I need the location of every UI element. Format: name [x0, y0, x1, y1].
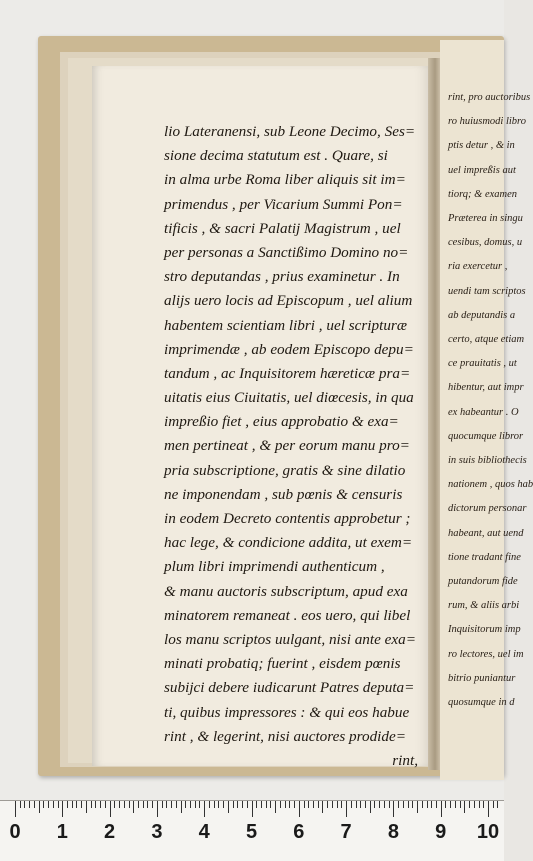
ruler-tick: [318, 801, 319, 808]
text-line: tificis , & sacri Palatij Magistrum , uel: [164, 219, 401, 237]
ruler-tick: [493, 801, 494, 808]
ruler-tick: [365, 801, 366, 808]
ruler-tick: [431, 801, 432, 808]
ruler-tick: [166, 801, 167, 808]
ruler-tick: [119, 801, 120, 808]
text-line: uitatis eius Ciuitatis, uel diœcesis, in qua: [164, 389, 414, 407]
ruler-tick: [29, 801, 30, 808]
measurement-ruler: [0, 800, 504, 861]
ruler-tick: [460, 801, 461, 808]
ruler-tick: [76, 801, 77, 808]
ruler-tick: [48, 801, 49, 808]
ruler-tick: [379, 801, 380, 808]
ruler-tick: [15, 801, 16, 817]
ruler-tick: [374, 801, 375, 808]
facing-text-line: tione tradant fine: [448, 551, 521, 563]
ruler-tick: [308, 801, 309, 808]
ruler-tick: [58, 801, 59, 808]
text-line: plum libri imprimendi authenticum ,: [164, 558, 385, 576]
ruler-tick: [450, 801, 451, 808]
ruler-tick: [275, 801, 276, 813]
ruler-label: 2: [104, 821, 116, 843]
ruler-tick: [427, 801, 428, 808]
ruler-tick: [185, 801, 186, 808]
ruler-label: 10: [476, 821, 500, 843]
text-line: habentem scientiam libri , uel scripturæ: [164, 316, 407, 334]
ruler-tick: [360, 801, 361, 808]
ruler-tick: [247, 801, 248, 808]
ruler-tick: [322, 801, 323, 813]
facing-text-line: putandorum fide: [448, 576, 518, 587]
ruler-tick: [398, 801, 399, 808]
ruler-tick: [214, 801, 215, 808]
text-line: los manu scriptos uulgant, nisi ante exa=: [164, 630, 416, 648]
ruler-tick: [204, 801, 205, 817]
ruler-label: 8: [387, 821, 399, 843]
facing-text-line: dictorum personar: [448, 503, 527, 515]
facing-text-line: nationem , quos hab: [448, 479, 533, 491]
ruler-tick: [464, 801, 465, 813]
ruler-tick: [445, 801, 446, 808]
ruler-tick: [218, 801, 219, 808]
ruler-label: 4: [198, 821, 210, 843]
ruler-tick: [162, 801, 163, 808]
facing-text-line: cesibus, domus, u: [448, 237, 523, 249]
ruler-tick: [270, 801, 271, 808]
ruler-tick: [455, 801, 456, 808]
ruler-tick: [497, 801, 498, 808]
text-line: in alma urbe Roma liber aliquis sit im=: [164, 171, 406, 189]
ruler-tick: [86, 801, 87, 813]
ruler-tick: [422, 801, 423, 808]
facing-text-line: Præterea in singu: [448, 213, 523, 224]
facing-text-line: ro huiusmodi libro: [448, 116, 526, 128]
ruler-tick: [228, 801, 229, 813]
text-line: in eodem Decreto contentis approbetur ;: [164, 510, 411, 527]
ruler-tick: [327, 801, 328, 808]
text-line: minatorem remaneat . eos uero, qui libel: [164, 606, 411, 624]
ruler-tick: [181, 801, 182, 813]
facing-text-line: certo, atque etiam: [448, 334, 525, 345]
ruler-label: 3: [151, 821, 163, 843]
ruler-tick: [147, 801, 148, 808]
ruler-tick: [384, 801, 385, 808]
facing-text-line: ria exercetur ,: [448, 261, 508, 273]
ruler-tick: [209, 801, 210, 808]
text-line: ne imponendam , sub pœnis & censuris: [164, 485, 403, 503]
ruler-tick: [237, 801, 238, 808]
ruler-tick: [313, 801, 314, 808]
ruler-tick: [261, 801, 262, 808]
ruler-tick: [43, 801, 44, 808]
facing-text-line: hibentur, aut impr: [448, 382, 524, 394]
facing-text-line: ro lectores, uel im: [448, 648, 524, 660]
ruler-tick: [114, 801, 115, 808]
ruler-tick: [242, 801, 243, 808]
ruler-tick: [223, 801, 224, 808]
ruler-tick: [351, 801, 352, 808]
ruler-label: 7: [340, 821, 352, 843]
ruler-tick: [176, 801, 177, 808]
ruler-label: 0: [9, 821, 21, 843]
ruler-tick: [412, 801, 413, 808]
ruler-tick: [34, 801, 35, 808]
ruler-tick: [408, 801, 409, 808]
ruler-tick: [417, 801, 418, 813]
text-line: pria subscriptione, gratis & sine dilatio: [164, 461, 406, 479]
ruler-tick: [479, 801, 480, 808]
ruler-tick: [252, 801, 253, 817]
ruler-tick: [67, 801, 68, 808]
text-line: stro deputandas , prius examinetur . In: [164, 268, 400, 286]
ruler-tick: [81, 801, 82, 808]
ruler-tick: [233, 801, 234, 808]
facing-text-line: bitrio puniantur: [448, 672, 516, 684]
ruler-tick: [72, 801, 73, 808]
ruler-tick: [337, 801, 338, 808]
catchword: rint,: [392, 751, 418, 769]
text-line: minati probatiq; fuerint , eisdem pœnis: [164, 655, 401, 673]
ruler-tick: [39, 801, 40, 813]
text-line: alijs uero locis ad Episcopum , uel alium: [164, 292, 413, 310]
text-line: subijci debere iudicarunt Patres deputa=: [164, 679, 415, 697]
ruler-tick: [91, 801, 92, 808]
text-line: ti, quibus impressores : & qui eos habue: [164, 703, 410, 721]
ruler-tick: [133, 801, 134, 813]
text-line: primendus , per Vicarium Summi Pon=: [164, 195, 403, 213]
ruler-tick: [285, 801, 286, 808]
ruler-tick: [256, 801, 257, 808]
facing-text-line: Inquisitorum imp: [448, 624, 521, 636]
ruler-tick: [124, 801, 125, 808]
ruler-tick: [62, 801, 63, 817]
ruler-tick: [157, 801, 158, 817]
ruler-tick: [199, 801, 200, 808]
facing-text-line: ab deputandis a: [448, 309, 516, 321]
ruler-tick: [389, 801, 390, 808]
text-line: per personas a Sanctißimo Domino no=: [164, 243, 409, 261]
facing-text-line: ptis detur , & in: [448, 140, 515, 152]
ruler-tick: [190, 801, 191, 808]
ruler-tick: [266, 801, 267, 808]
facing-text-line: quosumque in d: [448, 697, 515, 708]
text-line: lio Lateranensi, sub Leone Decimo, Ses=: [164, 123, 416, 140]
ruler-tick: [171, 801, 172, 808]
facing-text-line: uel impreßis aut: [448, 164, 516, 176]
ruler-tick: [195, 801, 196, 808]
ruler-tick: [143, 801, 144, 808]
ruler-tick: [110, 801, 111, 817]
ruler-tick: [129, 801, 130, 808]
text-line: rint , & legerint, nisi auctores prodide=: [164, 727, 406, 745]
text-line: imprimendæ , ab eodem Episcopo depu=: [164, 340, 414, 358]
ruler-tick: [356, 801, 357, 808]
ruler-tick: [294, 801, 295, 808]
ruler-tick: [289, 801, 290, 808]
text-line: men pertineat , & per eorum manu pro=: [164, 437, 410, 455]
text-line: tandum , ac Inquisitorem hæreticæ pra=: [164, 364, 411, 382]
ruler-tick: [105, 801, 106, 808]
ruler-tick: [469, 801, 470, 808]
ruler-tick: [332, 801, 333, 808]
ruler-tick: [483, 801, 484, 808]
facing-text-line: rint, pro auctoribus: [448, 92, 531, 103]
page-text-block: [164, 120, 434, 773]
ruler-label: 5: [245, 821, 258, 843]
ruler-label: 1: [56, 821, 68, 843]
facing-text-line: ce prauitatis , ut: [448, 358, 517, 370]
ruler-tick: [304, 801, 305, 808]
ruler-tick: [403, 801, 404, 808]
ruler-tick: [95, 801, 96, 808]
text-line: sione decima statutum est . Quare, si: [164, 147, 388, 165]
ruler-tick: [393, 801, 394, 817]
text-line: & manu auctoris subscriptum, apud exa: [164, 582, 408, 600]
ruler-tick: [441, 801, 442, 817]
ruler-tick: [24, 801, 25, 808]
facing-text-line: in suis bibliothecis: [448, 455, 527, 466]
facing-text-line: rum, & aliis arbi: [448, 600, 520, 612]
ruler-tick: [20, 801, 21, 808]
text-line: hac lege, & condicione addita, ut exem=: [164, 534, 413, 552]
ruler-tick: [436, 801, 437, 808]
ruler-label: 6: [293, 821, 305, 843]
ruler-tick: [346, 801, 347, 817]
ruler-tick: [53, 801, 54, 808]
ruler-tick: [370, 801, 371, 813]
ruler-tick: [488, 801, 489, 817]
ruler-tick: [299, 801, 300, 817]
ruler-label: 9: [435, 821, 447, 843]
text-line: impreßio fiet , eius approbatio & exa=: [164, 413, 399, 431]
facing-text-line: quocumque libror: [448, 430, 524, 442]
ruler-tick: [100, 801, 101, 808]
facing-text-line: tiorq; & examen: [448, 188, 518, 200]
ruler-tick: [474, 801, 475, 808]
ruler-tick: [152, 801, 153, 808]
ruler-tick: [138, 801, 139, 808]
ruler-tick: [341, 801, 342, 808]
ruler-tick: [280, 801, 281, 808]
facing-text-line: habeant, aut uend: [448, 527, 524, 539]
facing-text-line: ex habeantur . O: [448, 406, 519, 418]
facing-text-line: uendi tam scriptos: [448, 285, 526, 297]
facing-page: [440, 40, 533, 780]
